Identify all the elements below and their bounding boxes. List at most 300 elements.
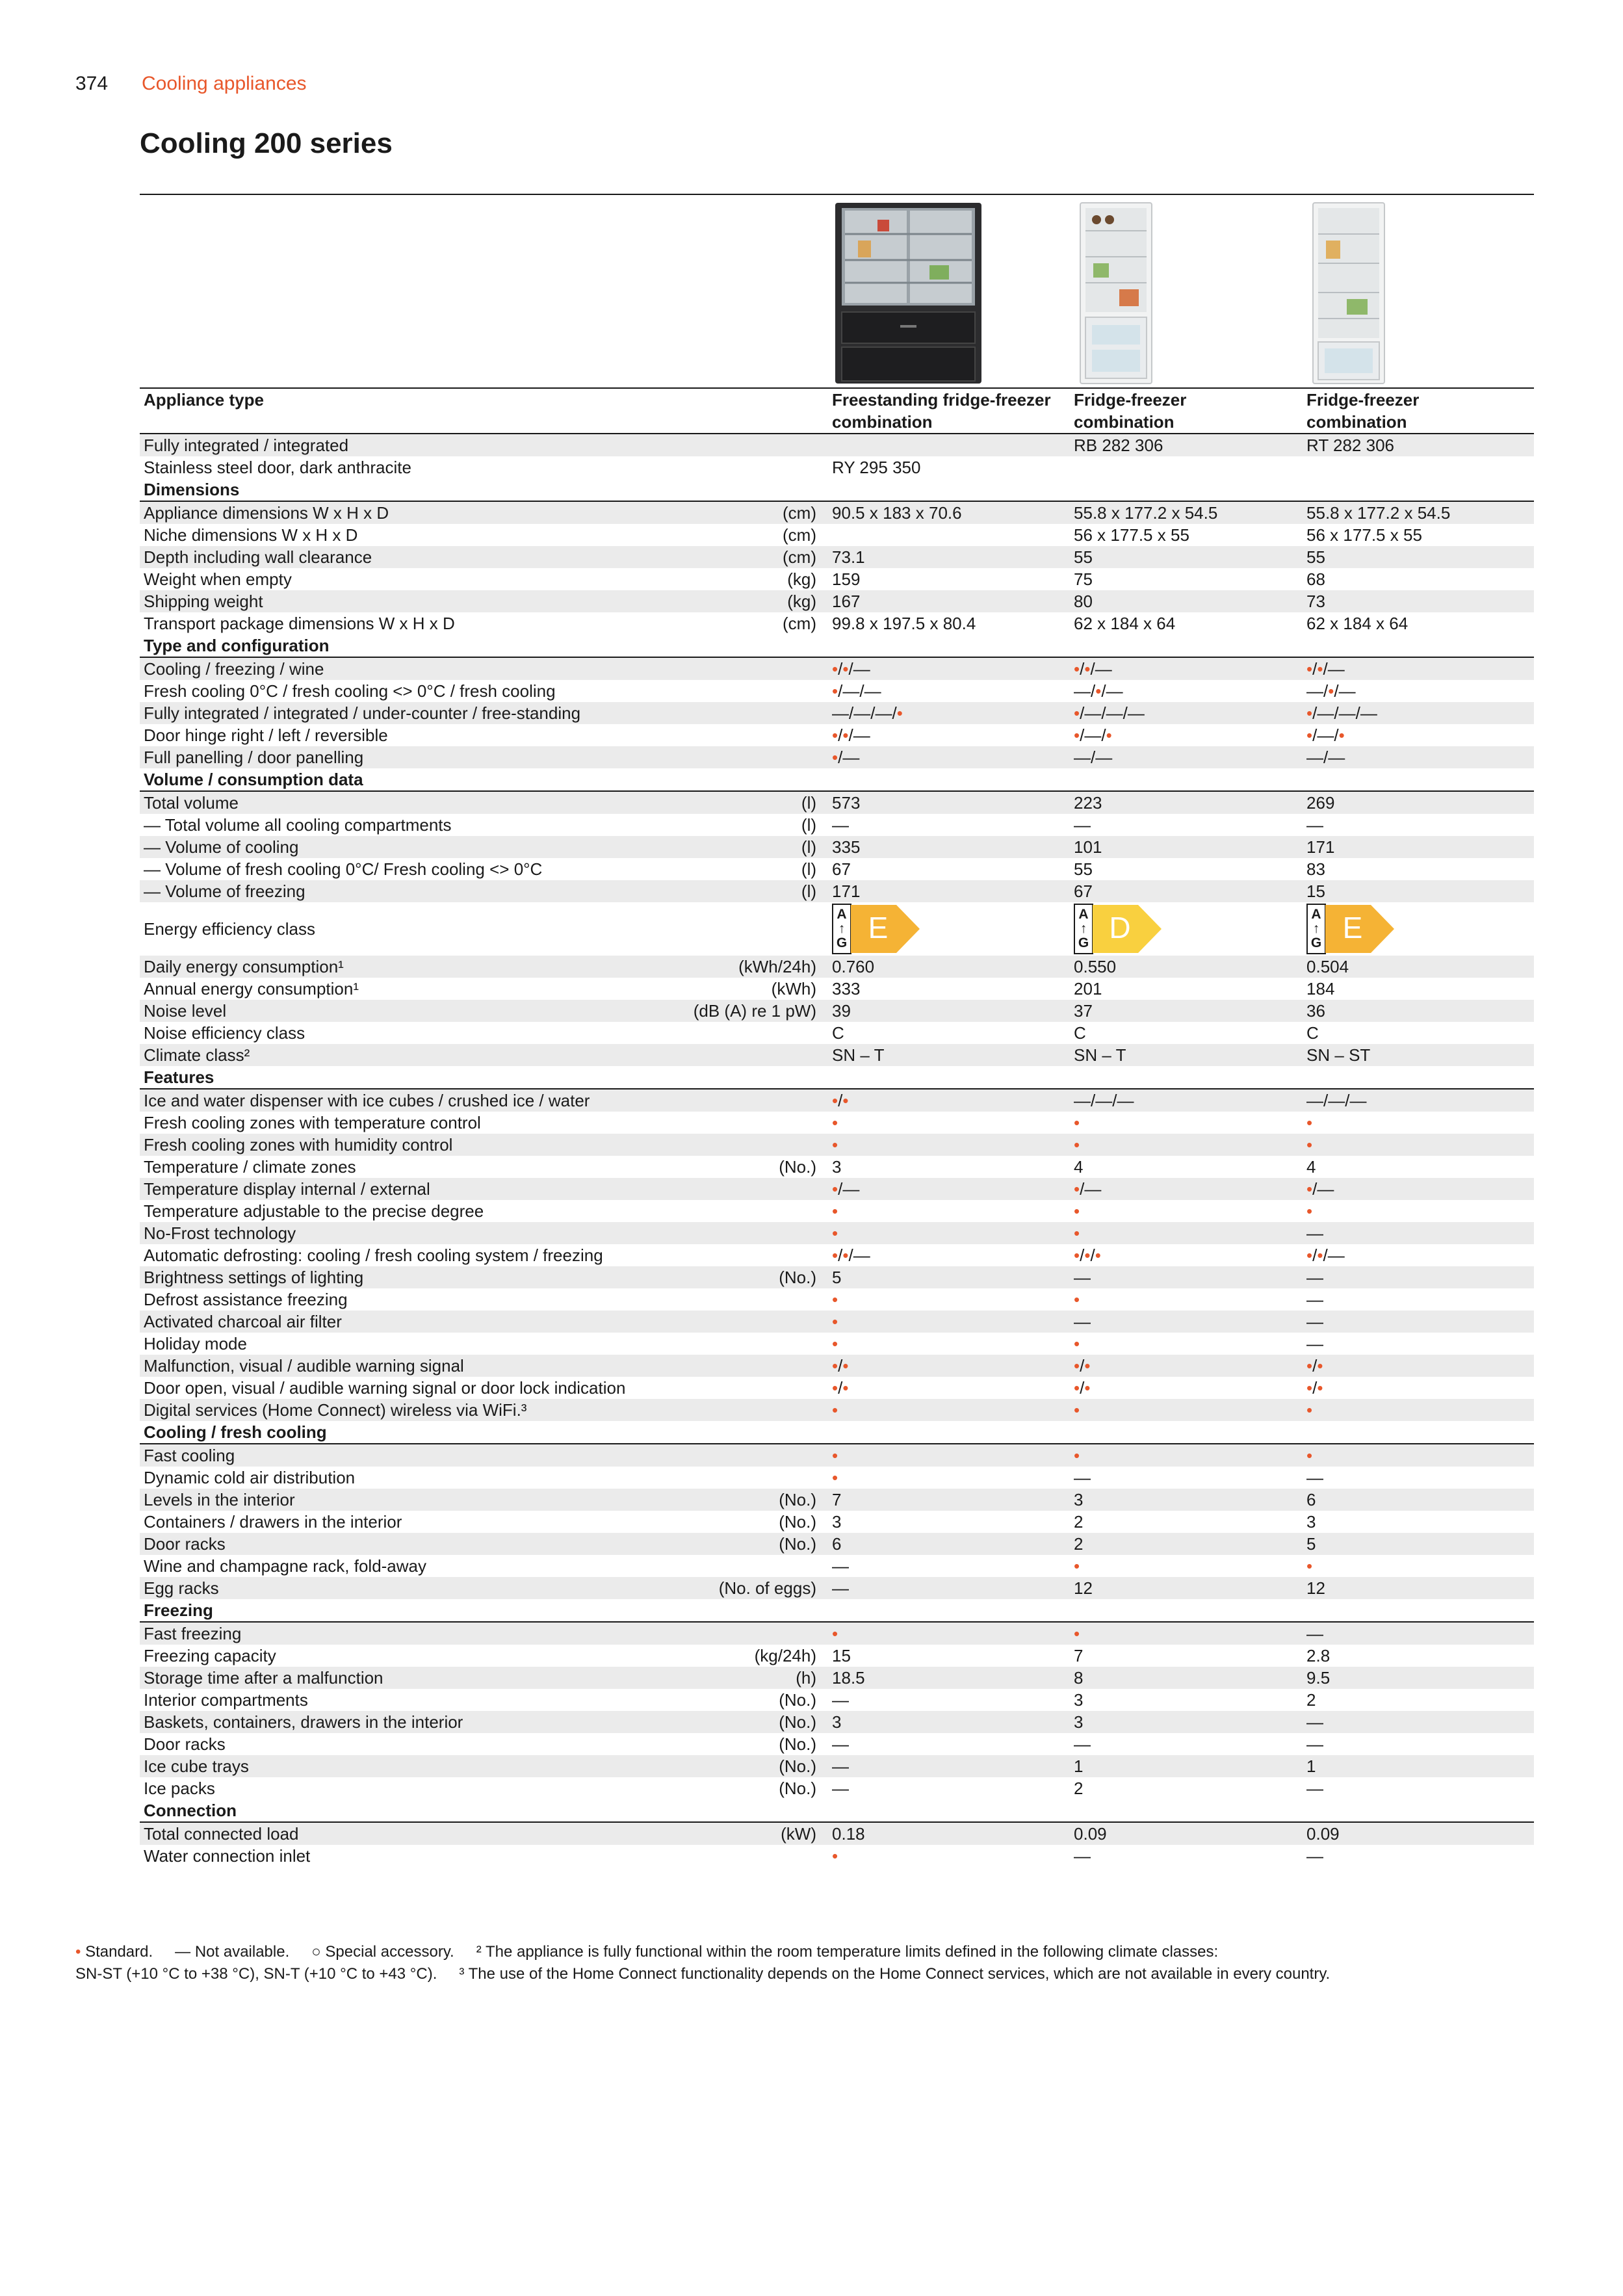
spec-label: Dynamic cold air distribution: [144, 1468, 356, 1487]
spec-value-2: 75: [1074, 569, 1093, 589]
spec-unit: (l): [677, 791, 828, 814]
footnotes: [75, 1941, 1570, 1985]
spec-label: Temperature adjustable to the precise degree: [144, 1201, 484, 1221]
spec-unit: (No. of eggs): [677, 1577, 828, 1599]
spec-row: [140, 1711, 1534, 1733]
spec-row: [140, 791, 1534, 814]
spec-value-1: •: [828, 1311, 1070, 1333]
spec-value-1: C: [832, 1023, 844, 1043]
spec-value-3: 15: [1303, 880, 1534, 902]
spec-label: Door hinge right / left / reversible: [144, 725, 388, 745]
spec-label: Weight when empty: [144, 569, 292, 589]
energy-badge: [1306, 904, 1396, 954]
spec-row: [140, 1377, 1534, 1399]
spec-row: [140, 1089, 1534, 1112]
spec-value-2: —: [1070, 1311, 1303, 1333]
spec-value-2: 101: [1070, 836, 1303, 858]
spec-value-3: —: [1306, 1779, 1323, 1798]
spec-row: [140, 1689, 1534, 1711]
spec-label: Brightness settings of lighting: [140, 1266, 677, 1288]
energy-class-letter: E: [868, 911, 889, 945]
spec-label: Fast freezing: [140, 1622, 677, 1645]
spec-label: Fresh cooling zones with humidity control: [140, 1134, 677, 1156]
spec-label: Daily energy consumption¹: [140, 956, 677, 978]
spec-value-1: 159: [832, 569, 861, 589]
spec-value-3: •: [1303, 1399, 1534, 1421]
spec-value-2: 3: [1070, 1711, 1303, 1733]
spec-value-3: 269: [1303, 791, 1534, 814]
spec-row: [140, 1200, 1534, 1222]
spec-value-2: 12: [1070, 1577, 1303, 1599]
spec-value-3: —: [1306, 1734, 1323, 1754]
spec-row: [140, 434, 1534, 456]
spec-label: Temperature / climate zones: [144, 1157, 356, 1177]
spec-value-2: •: [1074, 1556, 1080, 1576]
spec-label: Stainless steel door, dark anthracite: [144, 458, 411, 477]
appliance-type-label: Appliance type: [140, 388, 677, 411]
spec-label: Automatic defrosting: cooling / fresh cooling system / freezing: [144, 1246, 603, 1265]
spec-row: [140, 1489, 1534, 1511]
spec-value-3: —: [1303, 1266, 1534, 1288]
spec-unit: (No.): [677, 1755, 828, 1777]
spec-unit: (No.): [677, 1711, 828, 1733]
energy-class-arrow: [1325, 904, 1396, 954]
spec-label: Fully integrated / integrated: [140, 434, 677, 456]
footnote-2b: SN-ST (+10 °C to +38 °C), SN-T (+10 °C to +43 °C).: [75, 1965, 437, 1983]
spec-value-3: •/•: [1306, 1378, 1323, 1398]
energy-class-letter: D: [1109, 911, 1131, 945]
spec-value-2: —: [1074, 815, 1091, 835]
spec-row: [140, 1533, 1534, 1555]
spec-value-1: •/•: [828, 1089, 1070, 1112]
title-divider: [140, 194, 1534, 195]
spec-value-1: 90.5 x 183 x 70.6: [828, 501, 1070, 524]
spec-row: [140, 612, 1534, 634]
spec-label: No-Frost technology: [140, 1222, 677, 1244]
spec-label: Temperature display internal / external: [140, 1178, 677, 1200]
spec-value-1: 18.5: [828, 1667, 1070, 1689]
footnote-standard: • Standard.: [75, 1943, 153, 1961]
spec-row: [140, 880, 1534, 902]
spec-value-1: •: [832, 1113, 838, 1132]
spec-value-2: 2: [1070, 1533, 1303, 1555]
spec-value-1: •: [832, 1201, 838, 1221]
spec-value-3: 5: [1303, 1533, 1534, 1555]
energy-label-1: [828, 902, 1070, 956]
spec-unit: [677, 1377, 828, 1399]
spec-row: [140, 1622, 1534, 1645]
footnote-accessory: ○ Special accessory.: [311, 1943, 454, 1961]
spec-row: [140, 1444, 1534, 1467]
spec-row: [140, 1266, 1534, 1288]
spec-value-3: 55: [1303, 546, 1534, 568]
spec-label: Fast cooling: [140, 1444, 677, 1467]
spec-value-1: —: [832, 1734, 849, 1754]
product-2-type-2: combination: [1070, 411, 1303, 434]
spec-value-2: C: [1074, 1023, 1086, 1043]
spec-row: [140, 1134, 1534, 1156]
product-image-3: [1306, 202, 1391, 385]
spec-value-1: 15: [832, 1646, 851, 1665]
spec-value-1: •: [828, 1622, 1070, 1645]
spec-row: [140, 657, 1534, 680]
spec-unit: (l): [677, 880, 828, 902]
spec-value-1: •/•: [828, 1355, 1070, 1377]
spec-value-3: 73: [1303, 590, 1534, 612]
spec-label: Full panelling / door panelling: [140, 746, 677, 768]
section-title: Features: [140, 1066, 1534, 1089]
spec-unit: [677, 746, 828, 768]
spec-unit: (kg): [787, 569, 816, 589]
spec-label: — Volume of fresh cooling 0°C/ Fresh cooling <> 0°C: [144, 859, 543, 879]
spec-label: Niche dimensions W x H x D: [144, 525, 358, 545]
spec-value-1: 0.760: [828, 956, 1070, 978]
energy-scale: A ↑ G: [1306, 904, 1326, 954]
product-1-type: Freestanding fridge-freezer: [828, 388, 1070, 411]
spec-value-2: 55.8 x 177.2 x 54.5: [1070, 501, 1303, 524]
section-header: [140, 1599, 1534, 1622]
spec-value-2: [1070, 456, 1303, 478]
spec-value-2: —/—/—: [1070, 1089, 1303, 1112]
spec-unit: (cm): [783, 525, 816, 545]
spec-value-2: •/•/—: [1070, 657, 1303, 680]
spec-unit: [677, 1112, 828, 1134]
spec-value-1: •: [828, 1444, 1070, 1467]
spec-row: [140, 724, 1534, 746]
spec-label: Shipping weight: [140, 590, 677, 612]
spec-value-2: 55: [1070, 546, 1303, 568]
spec-value-1: —/—/—/•: [828, 702, 1070, 724]
spec-value-2: •: [1074, 1334, 1080, 1353]
spec-value-3: •/•/—: [1306, 1246, 1345, 1265]
spec-unit: (No.): [779, 1779, 816, 1798]
spec-value-2: 8: [1070, 1667, 1303, 1689]
spec-value-1: —: [828, 1577, 1070, 1599]
spec-value-2: 3: [1074, 1690, 1084, 1710]
spec-value-3: •: [1303, 1134, 1534, 1156]
spec-value-2: •/•: [1070, 1355, 1303, 1377]
spec-label: Ice packs: [144, 1779, 215, 1798]
section-title: Dimensions: [140, 478, 1534, 501]
spec-value-1: 67: [832, 859, 851, 879]
spec-value-1: —: [832, 1556, 849, 1576]
spec-value-1: 6: [828, 1533, 1070, 1555]
spec-label: Storage time after a malfunction: [140, 1667, 677, 1689]
spec-label: Door racks: [144, 1734, 226, 1754]
spec-label: Door open, visual / audible warning signal or door lock indication: [144, 1378, 626, 1398]
spec-row: [140, 1577, 1534, 1599]
spec-value-1: 39: [828, 1000, 1070, 1022]
spec-value-3: SN – ST: [1303, 1044, 1534, 1066]
energy-badge: [1074, 904, 1163, 954]
section-header: [140, 768, 1534, 791]
spec-value-3: C: [1306, 1023, 1319, 1043]
spec-value-3: 4: [1306, 1157, 1316, 1177]
spec-value-2: •/—/—/—: [1070, 702, 1303, 724]
spec-row: [140, 546, 1534, 568]
spec-unit: [677, 1399, 828, 1421]
spec-value-3: 6: [1303, 1489, 1534, 1511]
section-header: [140, 478, 1534, 501]
spec-label: Energy efficiency class: [144, 919, 315, 939]
section-title: Connection: [140, 1799, 1534, 1822]
spec-value-3: —: [1306, 1468, 1323, 1487]
spec-row: [140, 1022, 1534, 1044]
appliance-type-row-2: [140, 411, 1534, 434]
section-title: Type and configuration: [140, 634, 1534, 657]
spec-label: Wine and champagne rack, fold-away: [144, 1556, 427, 1576]
section-title: Freezing: [140, 1599, 1534, 1622]
spec-value-3: 12: [1303, 1577, 1534, 1599]
spec-value-1: SN – T: [828, 1044, 1070, 1066]
spec-value-3: •: [1306, 1113, 1313, 1132]
spec-row: [140, 1355, 1534, 1377]
spec-value-3: [1303, 456, 1534, 478]
spec-value-2: 56 x 177.5 x 55: [1074, 525, 1189, 545]
spec-label: Fresh cooling zones with temperature control: [144, 1113, 481, 1132]
spec-value-2: 4: [1074, 1157, 1084, 1177]
spec-unit: [677, 456, 828, 478]
spec-label: Baskets, containers, drawers in the interior: [140, 1711, 677, 1733]
spec-value-1: —: [828, 1755, 1070, 1777]
energy-class-letter: E: [1342, 911, 1363, 945]
spec-unit: [677, 1244, 828, 1266]
spec-value-2: •: [1070, 1399, 1303, 1421]
spec-row: [140, 1222, 1534, 1244]
section-header: [140, 1421, 1534, 1444]
spec-value-3: •: [1303, 1444, 1534, 1467]
spec-unit: (No.): [779, 1157, 816, 1177]
spec-value-1: 73.1: [828, 546, 1070, 568]
spec-value-3: •/—/—/—: [1303, 702, 1534, 724]
spec-unit: (No.): [779, 1690, 816, 1710]
spec-value-3: 0.504: [1303, 956, 1534, 978]
spec-label: Transport package dimensions W x H x D: [144, 614, 455, 633]
spec-value-2: 0.09: [1070, 1822, 1303, 1845]
spec-value-2: —: [1074, 1846, 1091, 1866]
spec-value-3: •/—: [1303, 1178, 1534, 1200]
spec-row: [140, 1555, 1534, 1577]
spec-unit: [677, 1311, 828, 1333]
spec-row: [140, 1112, 1534, 1134]
spec-unit: [677, 1022, 828, 1044]
energy-scale: A ↑ G: [832, 904, 851, 954]
spec-unit: [677, 680, 828, 702]
spec-value-2: 7: [1074, 1646, 1084, 1665]
product-3-type-2: combination: [1303, 411, 1534, 434]
spec-unit: [677, 1288, 828, 1311]
spec-value-3: •/—/•: [1306, 725, 1345, 745]
spec-value-1: •: [828, 1222, 1070, 1244]
spec-row: [140, 1667, 1534, 1689]
spec-row: [140, 590, 1534, 612]
spec-value-1: 171: [828, 880, 1070, 902]
spec-label: Freezing capacity: [144, 1646, 276, 1665]
spec-row: [140, 1288, 1534, 1311]
spec-unit: [677, 657, 828, 680]
spec-row: [140, 1733, 1534, 1755]
spec-row: [140, 1645, 1534, 1667]
spec-unit: (cm): [677, 501, 828, 524]
spec-unit: (cm): [677, 546, 828, 568]
spec-label: Climate class²: [140, 1044, 677, 1066]
spec-value-3: —: [1303, 1711, 1534, 1733]
spec-unit: (dB (A) re 1 pW): [677, 1000, 828, 1022]
spec-label: Defrost assistance freezing: [144, 1290, 348, 1309]
spec-value-3: 3: [1306, 1512, 1316, 1532]
spec-value-3: 36: [1303, 1000, 1534, 1022]
spec-unit: (kg/24h): [754, 1646, 816, 1665]
spec-label: Digital services (Home Connect) wireless via WiFi.³: [140, 1399, 677, 1421]
spec-value-2: 62 x 184 x 64: [1074, 614, 1176, 633]
spec-value-1: •/•/—: [832, 1246, 870, 1265]
spec-label: Cooling / freezing / wine: [140, 657, 677, 680]
spec-value-3: 184: [1306, 979, 1335, 998]
spec-unit: [677, 702, 828, 724]
spec-value-3: 0.09: [1303, 1822, 1534, 1845]
spec-unit: [677, 1444, 828, 1467]
spec-label: Total connected load: [140, 1822, 677, 1845]
spec-value-3: —/•/—: [1306, 681, 1356, 701]
spec-value-3: —: [1303, 1311, 1534, 1333]
section-header: [140, 1066, 1534, 1089]
product-images: [140, 202, 1534, 385]
spec-value-1: 3: [832, 1157, 842, 1177]
spec-value-3: 56 x 177.5 x 55: [1306, 525, 1422, 545]
spec-value-3: •: [1306, 1201, 1313, 1221]
spec-row: [140, 1845, 1534, 1867]
spec-value-1: RY 295 350: [832, 458, 921, 477]
spec-value-2: •: [1074, 1201, 1080, 1221]
spec-label: Annual energy consumption¹: [144, 979, 359, 998]
spec-row: [140, 1755, 1534, 1777]
spec-value-2: •/—: [1070, 1178, 1303, 1200]
spec-table: [140, 387, 1534, 1867]
product-image-1: [832, 202, 985, 385]
spec-row: [140, 702, 1534, 724]
spec-value-3: 83: [1306, 859, 1325, 879]
energy-class-arrow: [851, 904, 921, 954]
spec-unit: [677, 1089, 828, 1112]
spec-value-2: —/—: [1070, 746, 1303, 768]
spec-value-1: •: [832, 1846, 838, 1866]
spec-value-1: •: [828, 1134, 1070, 1156]
spec-value-1: 335: [828, 836, 1070, 858]
spec-value-3: 2.8: [1306, 1646, 1331, 1665]
spec-row: [140, 456, 1534, 478]
section-title: Cooling / fresh cooling: [140, 1421, 1534, 1444]
spec-value-2: SN – T: [1070, 1044, 1303, 1066]
spec-value-1: •/•/—: [832, 725, 870, 745]
footnote-not-available: — Not available.: [175, 1943, 290, 1961]
energy-class-arrow: [1093, 904, 1163, 954]
spec-value-2: 37: [1070, 1000, 1303, 1022]
spec-row: [140, 1467, 1534, 1489]
spec-value-2: 2: [1074, 1512, 1084, 1532]
spec-unit: [677, 1178, 828, 1200]
spec-value-3: •/•: [1303, 1355, 1534, 1377]
spec-unit: (No.): [779, 1512, 816, 1532]
spec-unit: (l): [801, 859, 816, 879]
spec-unit: [677, 1222, 828, 1244]
spec-unit: [677, 434, 828, 456]
spec-row: [140, 1777, 1534, 1799]
spec-value-3: 171: [1303, 836, 1534, 858]
spec-value-2: •: [1070, 1444, 1303, 1467]
spec-value-3: —/—/—: [1303, 1089, 1534, 1112]
spec-value-1: 7: [828, 1489, 1070, 1511]
spec-row: [140, 1511, 1534, 1533]
spec-row: [140, 1156, 1534, 1178]
spec-unit: (l): [801, 815, 816, 835]
spec-value-2: •/•: [1074, 1378, 1091, 1398]
spec-unit: (h): [677, 1667, 828, 1689]
spec-value-2: 1: [1070, 1755, 1303, 1777]
spec-value-3: —: [1303, 1222, 1534, 1244]
spec-value-2: —: [1074, 1468, 1091, 1487]
spec-value-2: •/•/•: [1074, 1246, 1101, 1265]
spec-value-2: —/•/—: [1074, 681, 1123, 701]
spec-value-2: 223: [1070, 791, 1303, 814]
spec-row: [140, 1178, 1534, 1200]
spec-value-2: 0.550: [1070, 956, 1303, 978]
spec-row: [140, 1244, 1534, 1266]
spec-row: [140, 680, 1534, 702]
spec-value-2: •: [1074, 1113, 1080, 1132]
appliance-type-row: [140, 388, 1534, 411]
spec-value-1: —: [832, 815, 849, 835]
spec-label: Interior compartments: [144, 1690, 308, 1710]
spec-unit: [677, 1622, 828, 1645]
spec-unit: [677, 1134, 828, 1156]
spec-value-1: [828, 524, 1070, 546]
spec-row: [140, 858, 1534, 880]
spec-unit: [677, 1555, 828, 1577]
spec-value-3: —: [1306, 1846, 1323, 1866]
spec-unit: [677, 1355, 828, 1377]
spec-unit: (kWh/24h): [677, 956, 828, 978]
spec-row: [140, 746, 1534, 768]
spec-value-2: 55: [1074, 859, 1093, 879]
spec-label: Levels in the interior: [140, 1489, 677, 1511]
product-3-type: Fridge-freezer: [1303, 388, 1534, 411]
section-name: Cooling appliances: [142, 73, 307, 94]
spec-label: Ice cube trays: [140, 1755, 677, 1777]
product-1-type-2: combination: [828, 411, 1070, 434]
spec-unit: [677, 724, 828, 746]
spec-value-1: •/•: [832, 1378, 849, 1398]
energy-label-2: [1070, 902, 1303, 956]
spec-value-2: •: [1074, 1290, 1080, 1309]
spec-value-3: —: [1306, 1290, 1323, 1309]
spec-label: Activated charcoal air filter: [140, 1311, 677, 1333]
spec-value-3: —: [1306, 815, 1323, 835]
spec-label: Depth including wall clearance: [140, 546, 677, 568]
energy-scale: A ↑ G: [1074, 904, 1093, 954]
spec-value-2: 2: [1074, 1779, 1084, 1798]
spec-value-2: •/—/•: [1074, 725, 1112, 745]
spec-unit: (cm): [783, 614, 816, 633]
section-header: [140, 634, 1534, 657]
spec-label: Noise level: [140, 1000, 677, 1022]
spec-row: [140, 836, 1534, 858]
spec-row: [140, 1044, 1534, 1066]
spec-value-1: 0.18: [828, 1822, 1070, 1845]
spec-unit: (No.): [677, 1489, 828, 1511]
spec-unit: [677, 1200, 828, 1222]
section-header: [140, 1799, 1534, 1822]
spec-unit: [677, 1845, 828, 1867]
